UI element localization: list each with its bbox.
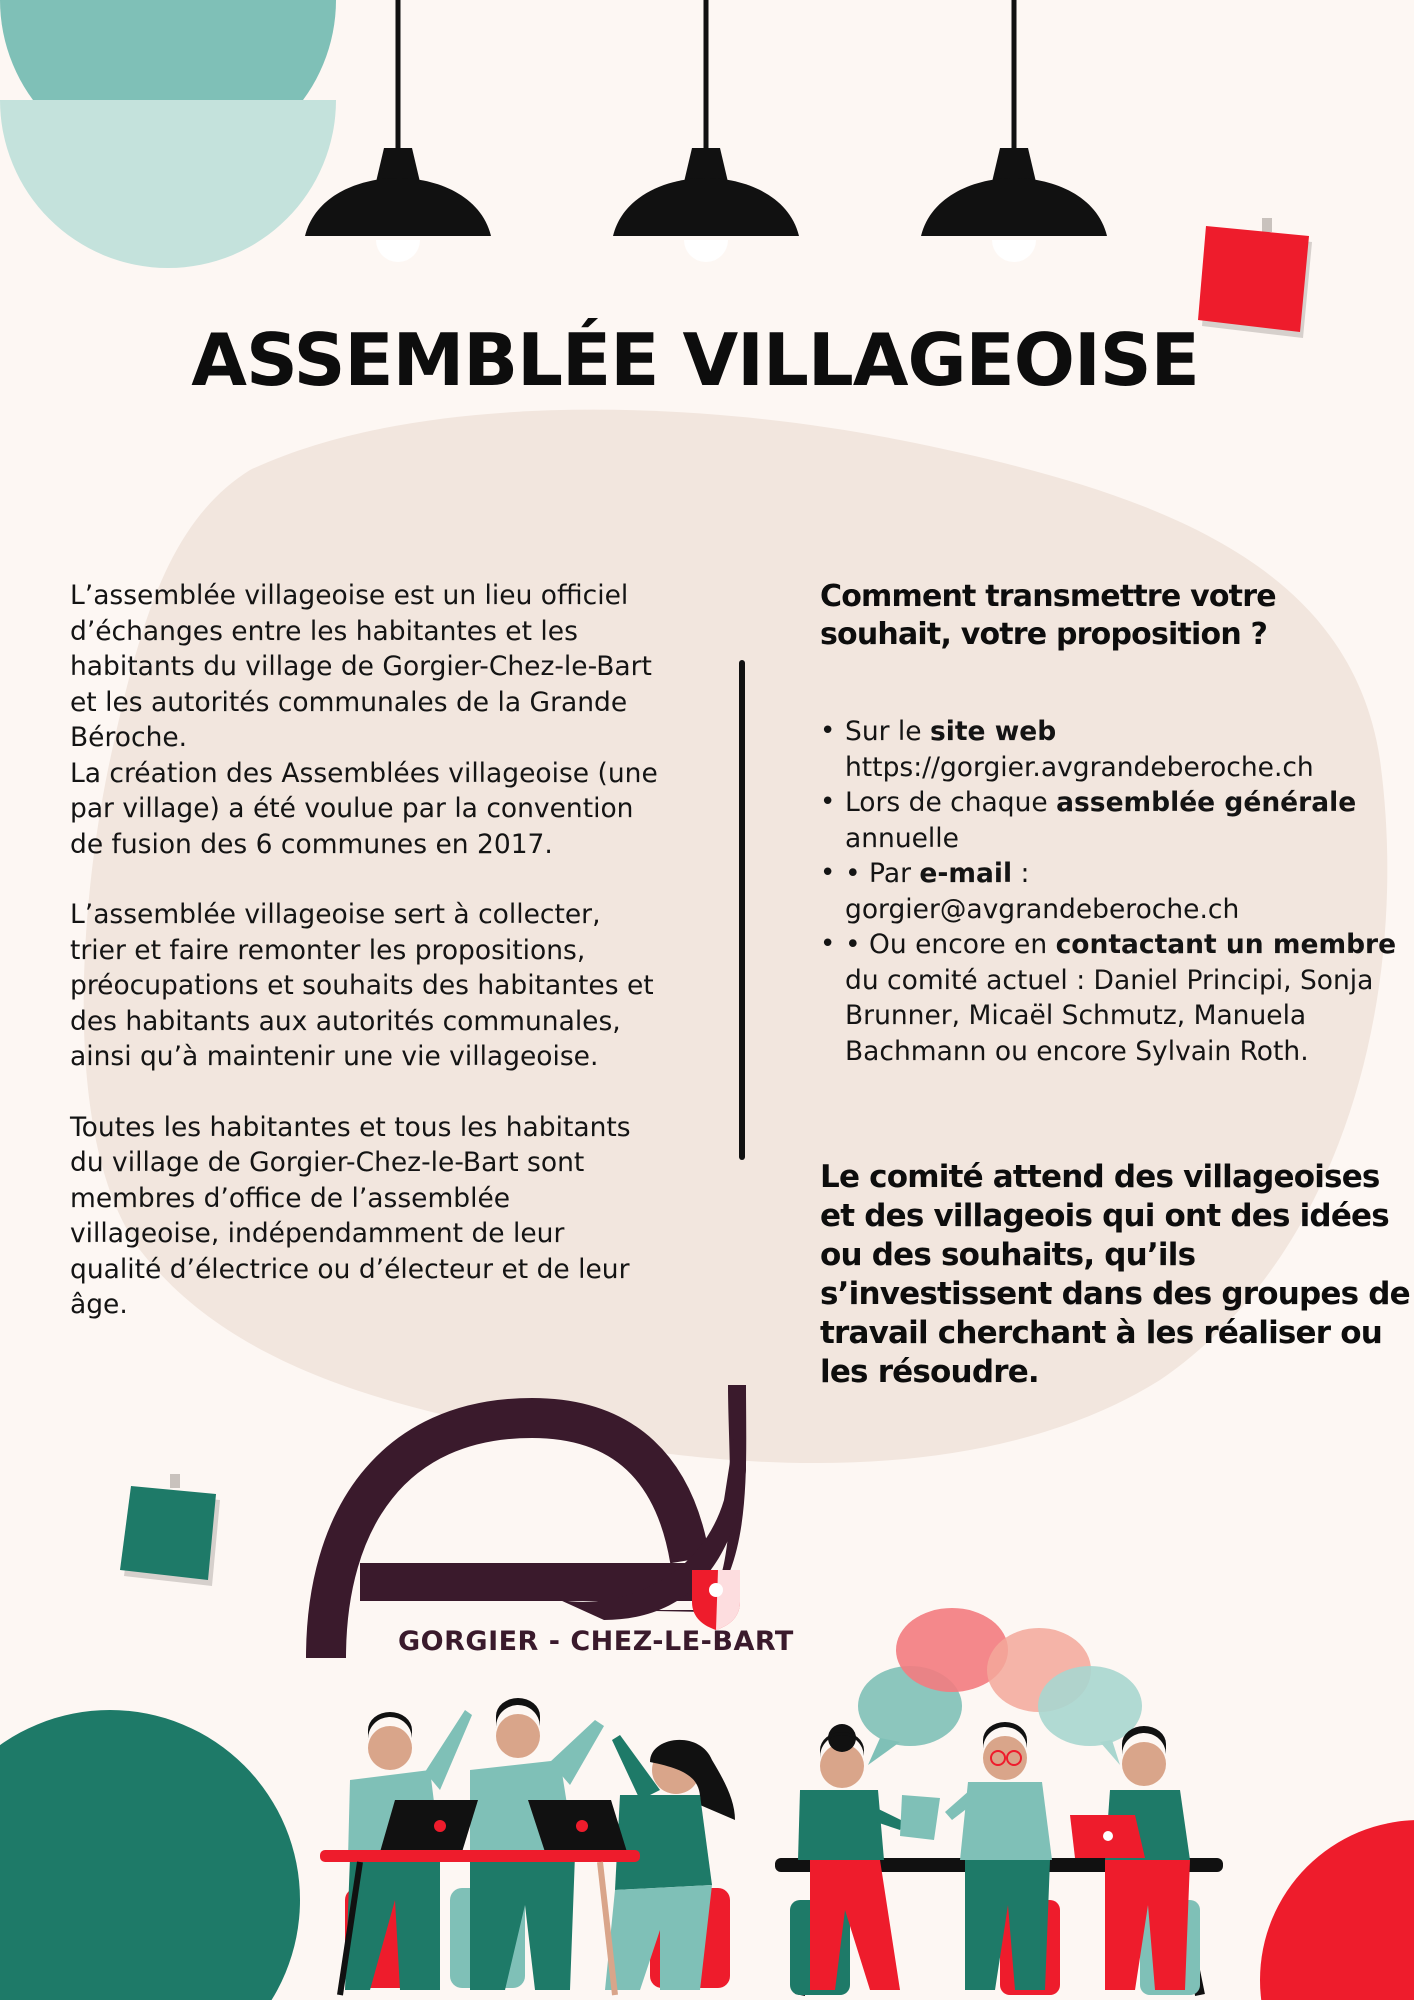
red-circle-bottom-right [1260, 1820, 1414, 2000]
how-list [820, 714, 1410, 1069]
website-url[interactable]: https://gorgier.avgrandeberoche.ch [845, 751, 1314, 783]
vertical-divider [739, 660, 745, 1160]
intro-paragraph-2: La création des Assemblées villageoise (une par village) a été voulue par la convention de fusion des 6 communes en 2017. [70, 757, 658, 860]
teal-circle-bottom-left [0, 1710, 300, 2000]
people-meeting-illustration [775, 1722, 1223, 1995]
lamp-2-icon [613, 0, 799, 262]
page-title: ASSEMBLÉE VILLAGEOISE [191, 318, 1199, 402]
people-high-five-illustration [320, 1698, 735, 1995]
email-link[interactable]: : gorgier@avgrandeberoche.ch [845, 858, 1240, 925]
logo-town-name: GORGIER - CHEZ-LE-BART [398, 1626, 794, 1657]
intro-paragraph-3: L’assemblée villageoise sert à collecter, trier et faire remonter les propositions, préocupations et souhaits des habitantes et des habitants aux autorités communales, ainsi qu’à maintenir une vie villageoise. [70, 899, 654, 1072]
intro-paragraph-4: Toutes les habitantes et tous les habitants du village de Gorgier-Chez-le-Bart sont membres d’office de l’assemblée villageoise, indépendamment de leur qualité d’électrice ou d’électeur et de leur âge. [70, 1111, 631, 1320]
list-item: • Lors de chaque assemblée générale annuelle [820, 785, 1410, 856]
intro-text [70, 578, 660, 1358]
list-item: • • Ou encore en contactant un membre du comité actuel : Daniel Principi, Sonja Brunner, Micaël Schmutz, Manuela Bachmann ou encore Sylvain Roth. [820, 927, 1410, 1069]
how-heading: Comment transmettre votre souhait, votre proposition ? [820, 579, 1276, 652]
list-item: • Sur le site web https://gorgier.avgrandeberoche.ch [820, 714, 1410, 785]
teal-halfcircle-pale [0, 100, 336, 268]
how-to-submit-section [820, 578, 1410, 1069]
list-item: • • Par e-mail : gorgier@avgrandeberoche.ch [820, 856, 1410, 927]
lamp-3-icon [921, 0, 1107, 262]
committee-callout: Le comité attend des villageoises et des villageois qui ont des idées ou des souhaits, qu’ils s’investissent dans des groupes de travail cherchant à les réaliser ou les résoudre. [820, 1159, 1410, 1390]
teal-sticky-note-icon [120, 1474, 220, 1586]
intro-paragraph-1: L’assemblée villageoise est un lieu officiel d’échanges entre les habitantes et les habitants du village de Gorgier-Chez-le-Bart et les autorités communales de la Grande Béroche. [70, 580, 652, 753]
